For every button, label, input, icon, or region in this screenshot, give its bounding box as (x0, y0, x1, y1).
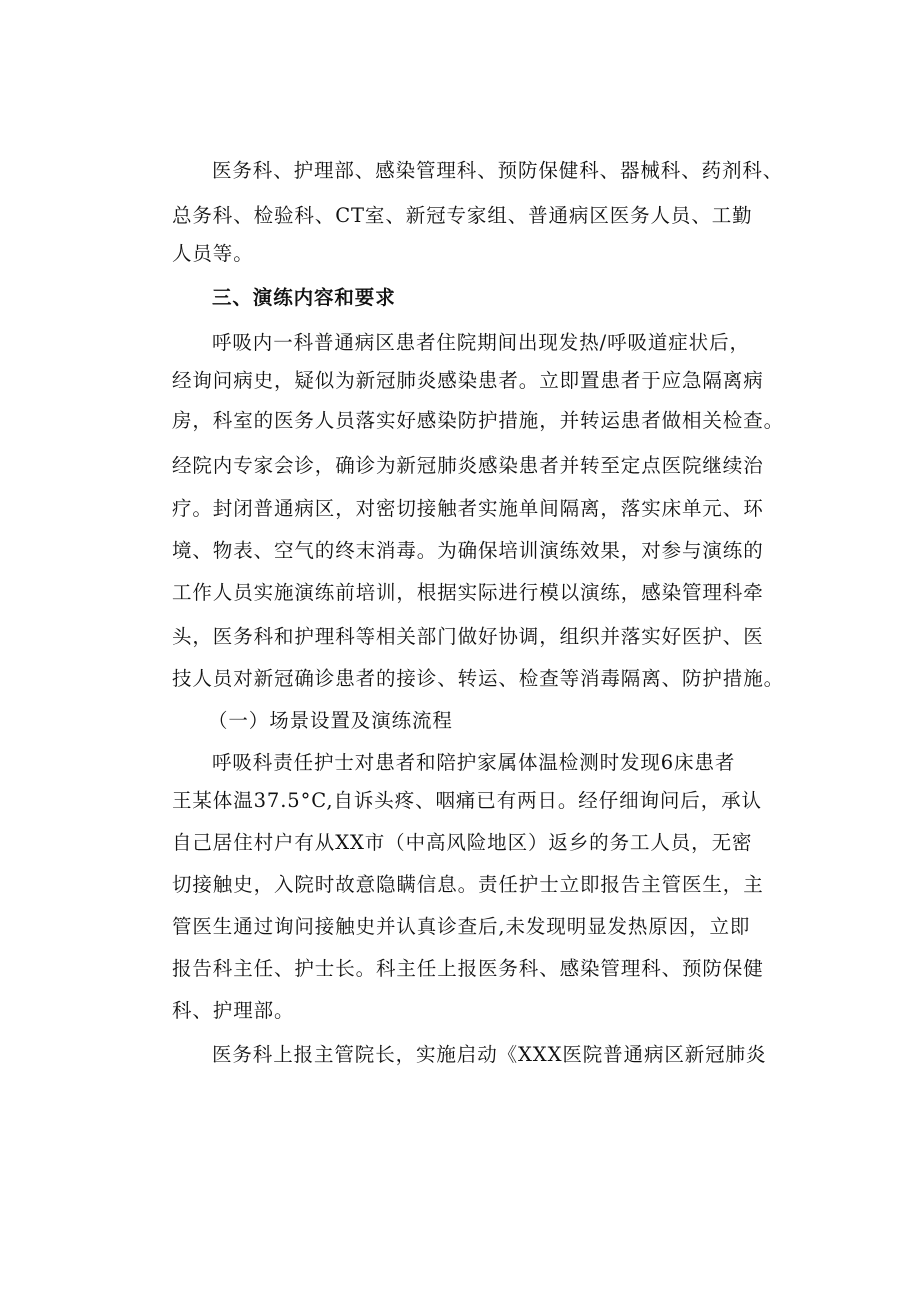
scenario-line-6: 报告科主任、护士长。科主任上报医务科、感染管理科、预防保健 (172, 957, 764, 980)
content-line-7: 工作人员实施演练前培训，根据实际进行模以演练，感染管理科牵 (172, 581, 764, 604)
content-line-9: 技人员对新冠确诊患者的接诊、转运、检查等消毒隔离、防护措施。 (172, 667, 785, 690)
participants-line-3: 人员等。 (172, 242, 254, 265)
report-line-1: 医务科上报主管院长，实施启动《XXX医院普通病区新冠肺炎 (212, 1043, 767, 1066)
scenario-line-4: 切接触史，入院时故意隐瞒信息。责任护士立即报告主管医生，主 (172, 873, 764, 896)
content-line-8: 头，医务科和护理科等相关部门做好协调，组织并落实好医护、医 (172, 625, 764, 648)
subheading: （一）场景设置及演练流程 (208, 709, 453, 732)
scenario-line-2: 王某体温37.5°C,自诉头疼、咽痛已有两日。经仔细询问后，承认 (172, 789, 762, 812)
content-line-6: 境、物表、空气的终末消毒。为确保培训演练效果，对参与演练的 (172, 539, 764, 562)
scenario-line-1: 呼吸科责任护士对患者和陪护家属体温检测时发现6床患者 (212, 751, 736, 774)
content-line-3: 房，科室的医务人员落实好感染防护措施，并转运患者做相关检查。 (172, 409, 785, 432)
participants-line-1: 医务科、护理部、感染管理科、预防保健科、器械科、药剂科、 (212, 159, 784, 182)
section-heading: 三、演练内容和要求 (212, 286, 396, 309)
content-line-4: 经院内专家会诊，确诊为新冠肺炎感染患者并转至定点医院继续治 (172, 454, 764, 477)
scenario-line-3: 自己居住村户有从XX市（中高风险地区）返乡的务工人员，无密 (172, 831, 753, 854)
scenario-line-7: 科、护理部。 (172, 999, 295, 1022)
content-line-5: 疗。封闭普通病区，对密切接触者实施单间隔离，落实床单元、环 (172, 497, 764, 520)
content-line-2: 经询问病史，疑似为新冠肺炎感染患者。立即置患者于应急隔离病 (172, 369, 764, 392)
participants-line-2: 总务科、检验科、CT室、新冠专家组、普通病区医务人员、工勤 (172, 204, 753, 227)
content-line-1: 呼吸内一科普通病区患者住院期间出现发热/呼吸道症状后， (212, 331, 750, 354)
scenario-line-5: 管医生通过询问接触史并认真诊查后,未发现明显发热原因，立即 (172, 915, 751, 938)
